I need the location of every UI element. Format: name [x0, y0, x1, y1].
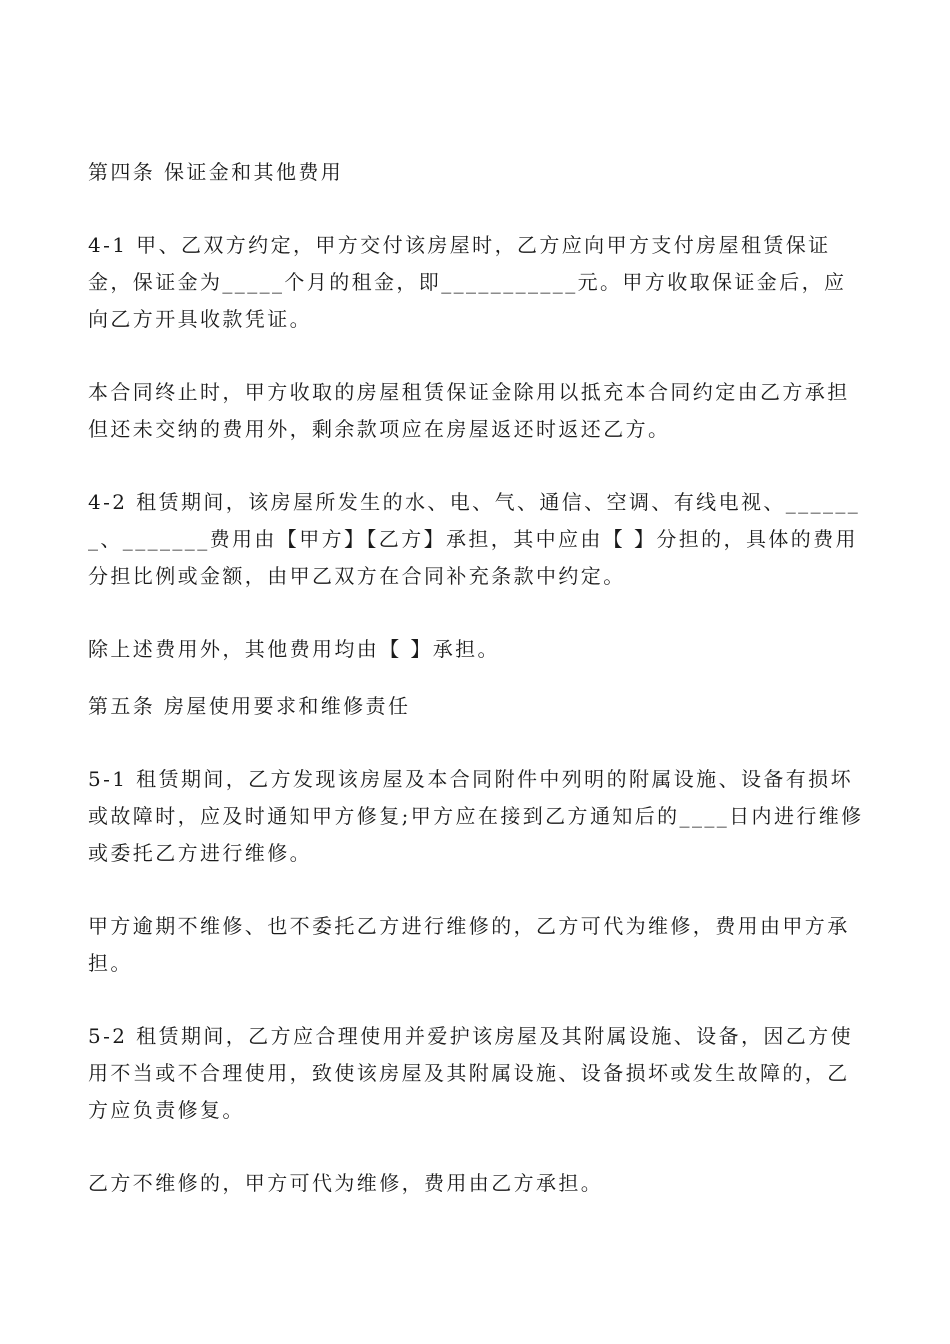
clause-4-1: 4-1 甲、乙双方约定，甲方交付该房屋时，乙方应向甲方支付房屋租赁保证金，保证金为_____个月的租金，即___________元。甲方收取保证金后，应向乙方开具收款凭证。 [88, 233, 847, 331]
clause-5-1: 5-1 租赁期间，乙方发现该房屋及本合同附件中列明的附属设施、设备有损坏或故障时，应及时通知甲方修复;甲方应在接到乙方通知后的____日内进行维修或委托乙方进行维修。 [88, 767, 864, 865]
clause-4-2-continued: 除上述费用外，其他费用均由【 】承担。 [88, 637, 500, 661]
clause-4-1-continued: 本合同终止时，甲方收取的房屋租赁保证金除用以抵充本合同约定由乙方承担但还未交纳的费用外，剩余款项应在房屋返还时返还乙方。 [88, 380, 850, 441]
clause-5-2: 5-2 租赁期间，乙方应合理使用并爱护该房屋及其附属设施、设备，因乙方使用不当或不合理使用，致使该房屋及其附属设施、设备损坏或发生故障的，乙方应负责修复。 [88, 1024, 853, 1122]
clause-4-2: 4-2 租赁期间，该房屋所发生的水、电、气、通信、空调、有线电视、_______、_______费用由【甲方】【乙方】承担，其中应由【 】分担的，具体的费用分担比例或金额，由甲乙双方在合同补充条款中约定。 [88, 490, 861, 588]
section-5-heading: 第五条 房屋使用要求和维修责任 [88, 694, 411, 718]
document-body [88, 154, 868, 1202]
clause-5-2-continued: 乙方不维修的，甲方可代为维修，费用由乙方承担。 [88, 1171, 604, 1195]
clause-5-1-continued: 甲方逾期不维修、也不委托乙方进行维修的，乙方可代为维修，费用由甲方承担。 [88, 914, 850, 975]
section-4-heading: 第四条 保证金和其他费用 [88, 160, 344, 184]
